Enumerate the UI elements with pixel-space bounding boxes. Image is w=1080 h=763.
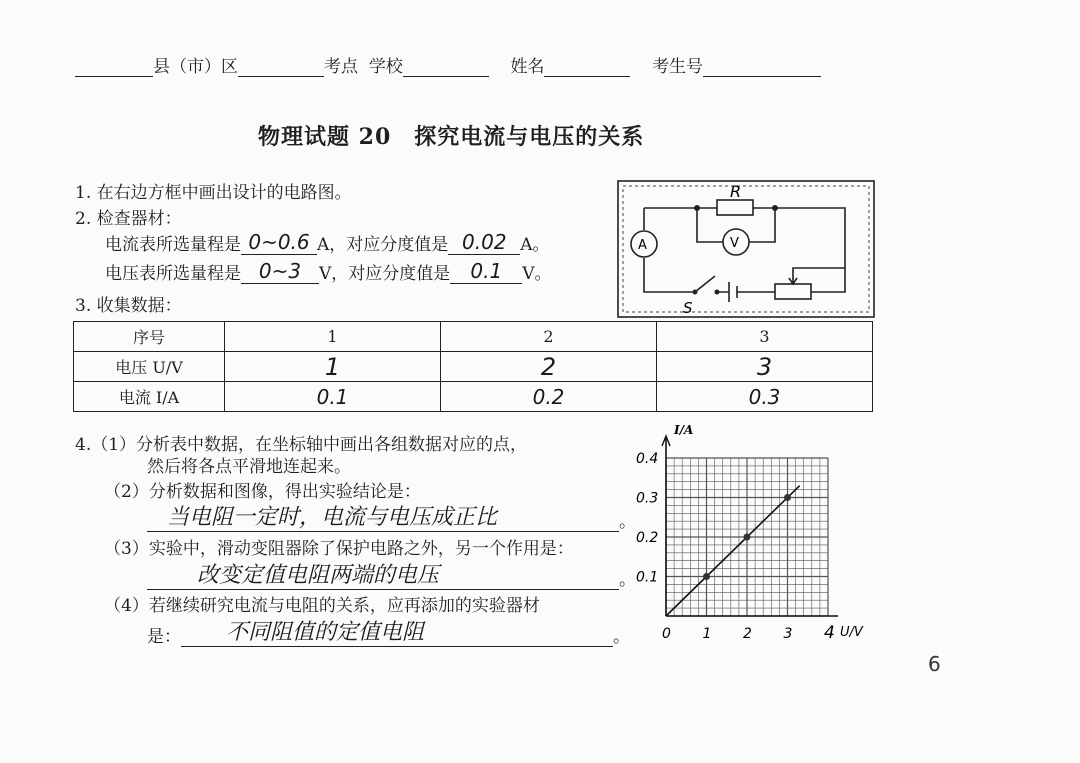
x-tick-label: 2 xyxy=(743,626,752,642)
exam-no-label: 考生号 xyxy=(652,57,704,77)
name-blank[interactable] xyxy=(544,76,630,77)
period: 。 xyxy=(613,627,630,647)
data-point xyxy=(784,494,791,501)
ammeter-unit: A，对应分度值是 xyxy=(317,235,449,255)
table-header-cell: 序号 xyxy=(74,322,225,352)
exam-site-label: 考点 xyxy=(324,57,358,77)
voltmeter-division-answer[interactable]: 0.1 xyxy=(450,259,522,284)
rheostat xyxy=(775,284,811,299)
voltage-cell[interactable]: 3 xyxy=(657,352,873,382)
voltmeter-unit2: V。 xyxy=(522,264,552,284)
battery xyxy=(717,282,775,302)
table-header-cell: 2 xyxy=(441,322,657,352)
q4-part2-prompt: （2）分析数据和图像，得出实验结论是： xyxy=(104,482,421,502)
q4-part2-answer-line xyxy=(147,500,636,532)
voltmeter-line xyxy=(105,259,552,284)
current-cell[interactable]: 0.3 xyxy=(657,382,873,412)
voltmeter-range-answer[interactable]: 0~3 xyxy=(241,259,319,284)
voltmeter-prefix: 电压表所选量程是 xyxy=(105,264,241,284)
y-tick-label: 0.3 xyxy=(636,490,659,507)
ammeter-label: A xyxy=(638,238,647,253)
voltmeter-unit: V，对应分度值是 xyxy=(319,264,451,284)
district-blank[interactable] xyxy=(238,76,324,77)
circuit-diagram xyxy=(617,180,875,318)
header-row xyxy=(75,52,821,77)
q4-part3-prompt: （3）实验中，滑动变阻器除了保护电路之外，另一个作用是： xyxy=(104,539,574,559)
voltage-cell[interactable]: 1 xyxy=(225,352,441,382)
x-tick-label: 4 xyxy=(824,623,835,643)
q4-part4-answer-line xyxy=(147,615,630,647)
table-row xyxy=(74,382,873,412)
x-axis-label: U/V xyxy=(840,625,863,640)
top-wire xyxy=(644,208,845,268)
q4-part1-line1: 4.（1）分析表中数据，在坐标轴中画出各组数据对应的点， xyxy=(75,435,528,455)
data-point xyxy=(744,534,751,541)
current-cell[interactable]: 0.1 xyxy=(225,382,441,412)
current-row-label: 电流 I/A xyxy=(74,382,225,412)
left-wire xyxy=(644,208,695,292)
school-label: 学校 xyxy=(368,57,403,77)
x-tick-label: 0 xyxy=(662,626,671,642)
county-label: 县（市）区 xyxy=(153,57,238,77)
name-label: 姓名 xyxy=(510,57,545,77)
ammeter-prefix: 电流表所选量程是 xyxy=(105,235,241,255)
q4-part4-prompt2: 是： xyxy=(147,627,181,647)
table-header-cell: 1 xyxy=(225,322,441,352)
ammeter-range-answer[interactable]: 0~0.6 xyxy=(241,230,317,255)
q4-part1-line2: 然后将各点平滑地连起来。 xyxy=(147,457,351,477)
right-wire xyxy=(811,268,845,292)
x-tick-label: 1 xyxy=(702,626,712,642)
question-1: 1. 在右边方框中画出设计的电路图。 xyxy=(75,183,352,203)
y-axis-label: I/A xyxy=(674,423,694,437)
current-cell[interactable]: 0.2 xyxy=(441,382,657,412)
ammeter-line xyxy=(105,230,550,255)
question-2-label: 2. 检查器材： xyxy=(75,209,182,229)
y-tick-label: 0.2 xyxy=(636,530,659,546)
page-number: 6 xyxy=(928,652,941,676)
data-table xyxy=(73,321,873,412)
ammeter-division-answer[interactable]: 0.02 xyxy=(448,230,520,255)
q4-part4-prompt: （4）若继续研究电流与电阻的关系，应再添加的实验器材 xyxy=(104,596,540,616)
resistor xyxy=(717,200,753,215)
exam-no-blank[interactable] xyxy=(703,76,821,77)
county-blank[interactable] xyxy=(75,76,153,77)
switch-blade xyxy=(695,276,715,292)
voltage-row-label: 电压 U/V xyxy=(74,352,225,382)
q4-part4-answer[interactable]: 不同阻值的定值电阻 xyxy=(181,615,613,647)
q4-part3-answer-line xyxy=(147,558,636,590)
period: 。 xyxy=(619,512,636,532)
table-header-cell: 3 xyxy=(657,322,873,352)
school-blank[interactable] xyxy=(403,76,489,77)
question-3-label: 3. 收集数据： xyxy=(75,296,182,316)
x-tick-label: 3 xyxy=(783,626,793,642)
table-row xyxy=(74,322,873,352)
voltage-cell[interactable]: 2 xyxy=(441,352,657,382)
ammeter-unit2: A。 xyxy=(520,235,550,255)
table-row xyxy=(74,352,873,382)
period: 。 xyxy=(619,570,636,590)
switch-label: S xyxy=(683,299,693,317)
voltmeter-label: V xyxy=(730,236,739,251)
iv-chart xyxy=(630,420,880,650)
q4-part3-answer[interactable]: 改变定值电阻两端的电压 xyxy=(147,558,619,590)
q4-part2-answer[interactable]: 当电阻一定时，电流与电压成正比 xyxy=(147,500,619,532)
page-title: 物理试题 20 探究电流与电压的关系 xyxy=(258,124,645,150)
y-tick-label: 0.4 xyxy=(636,451,659,467)
resistor-label: R xyxy=(730,182,742,201)
y-tick-label: 0.1 xyxy=(636,569,659,586)
data-point xyxy=(703,573,710,580)
